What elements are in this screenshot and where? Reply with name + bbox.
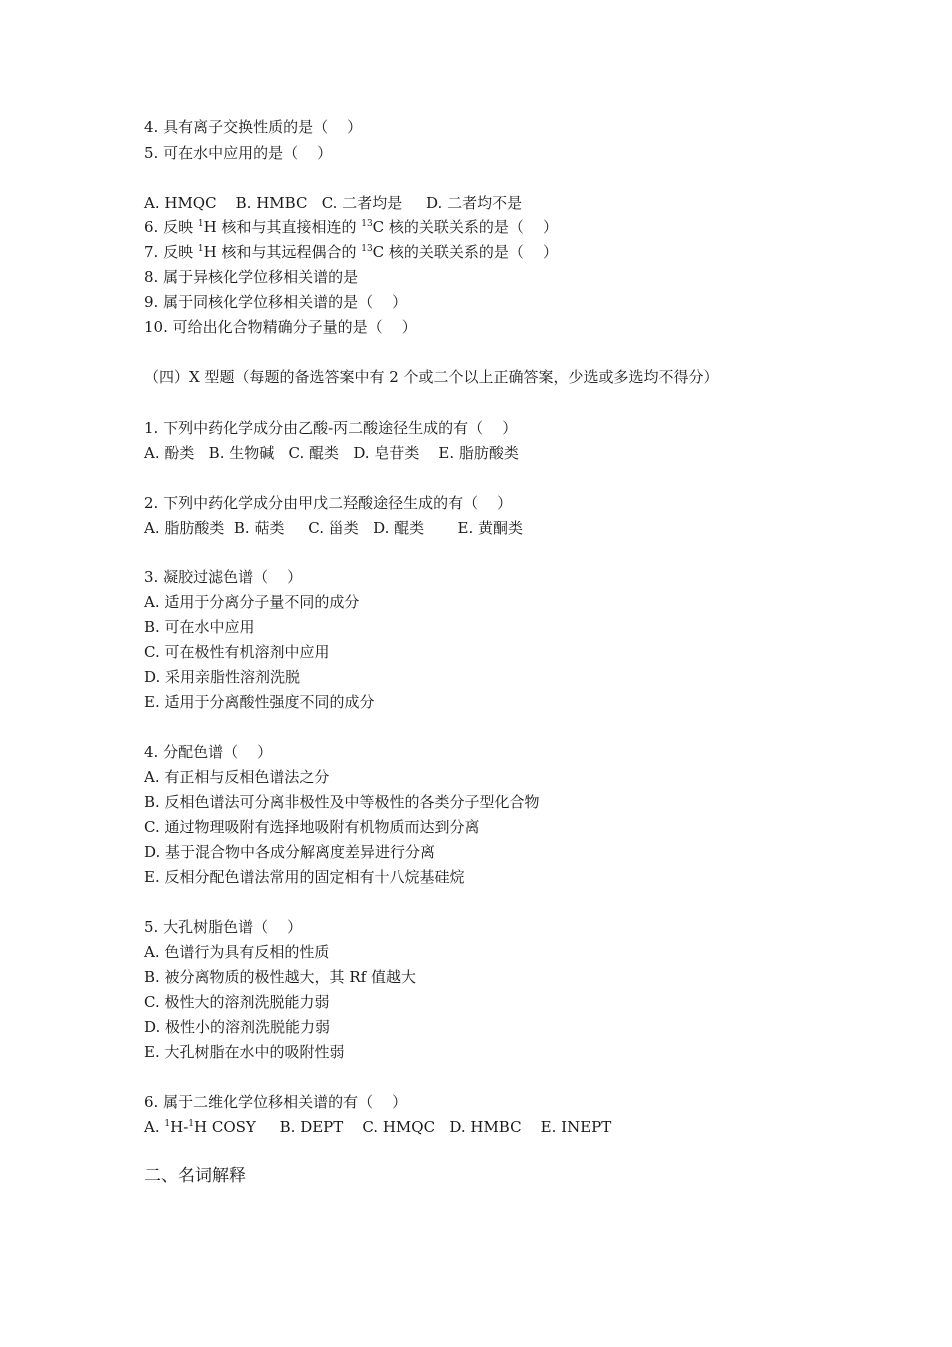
options-line: A. $^1$H-$^1$H COSY B. DEPT C. HMQC D. HMBC E. INEPT	[144, 1118, 612, 1136]
option-line: E. 适用于分离酸性强度不同的成分	[144, 693, 375, 711]
option-line: D. 采用亲脂性溶剂洗脱	[144, 668, 301, 686]
question-line: 8. 属于异核化学位移相关谱的是	[144, 268, 359, 286]
question-line: 7. 反映 $^1$H 核和与其远程偶合的 $^{13}$C 核的关联关系的是（ ）	[144, 243, 558, 261]
option-line: E. 反相分配色谱法常用的固定相有十八烷基硅烷	[144, 868, 465, 886]
question-line: 6. 属于二维化学位移相关谱的有（ ）	[144, 1093, 408, 1111]
option-line: A. 适用于分离分子量不同的成分	[144, 593, 360, 611]
option-line: E. 大孔树脂在水中的吸附性弱	[144, 1043, 345, 1061]
question-line: 3. 凝胶过滤色谱（ ）	[144, 568, 303, 586]
question-line: 2. 下列中药化学成分由甲戊二羟酸途径生成的有（ ）	[144, 494, 513, 512]
options-line: A. 脂肪酸类 B. 萜类 C. 甾类 D. 醌类 E. 黄酮类	[144, 519, 523, 537]
question-line: 9. 属于同核化学位移相关谱的是（ ）	[144, 293, 408, 311]
question-line: 5. 大孔树脂色谱（ ）	[144, 918, 303, 936]
options-line: A. 酚类 B. 生物碱 C. 醌类 D. 皂苷类 E. 脂肪酸类	[144, 444, 519, 462]
question-line: 6. 反映 $^1$H 核和与其直接相连的 $^{13}$C 核的关联关系的是（ ）	[144, 218, 558, 236]
option-line: D. 极性小的溶剂洗脱能力弱	[144, 1018, 331, 1036]
option-line: C. 极性大的溶剂洗脱能力弱	[144, 993, 330, 1011]
option-line: C. 可在极性有机溶剂中应用	[144, 643, 330, 661]
question-line: 5. 可在水中应用的是（ ）	[144, 144, 333, 162]
option-line: A. 有正相与反相色谱法之分	[144, 768, 330, 786]
section-heading: 二、名词解释	[144, 1166, 246, 1186]
question-line: 1. 下列中药化学成分由乙酸-丙二酸途径生成的有（ ）	[144, 419, 518, 437]
option-line: C. 通过物理吸附有选择地吸附有机物质而达到分离	[144, 818, 480, 836]
option-line: B. 反相色谱法可分离非极性及中等极性的各类分子型化合物	[144, 793, 540, 811]
options-line: A. HMQC B. HMBC C. 二者均是 D. 二者均不是	[144, 194, 523, 212]
question-line: 4. 分配色谱（ ）	[144, 743, 273, 761]
option-line: B. 可在水中应用	[144, 618, 255, 636]
section-heading: （四）X 型题（每题的备选答案中有 2 个或二个以上正确答案，少选或多选均不得分）	[144, 368, 719, 386]
option-line: A. 色谱行为具有反相的性质	[144, 943, 330, 961]
question-line: 4. 具有离子交换性质的是（ ）	[144, 118, 363, 136]
option-line: D. 基于混合物中各成分解离度差异进行分离	[144, 843, 436, 861]
option-line: B. 被分离物质的极性越大，其 Rf 值越大	[144, 968, 416, 986]
question-line: 10. 可给出化合物精确分子量的是（ ）	[144, 318, 417, 336]
